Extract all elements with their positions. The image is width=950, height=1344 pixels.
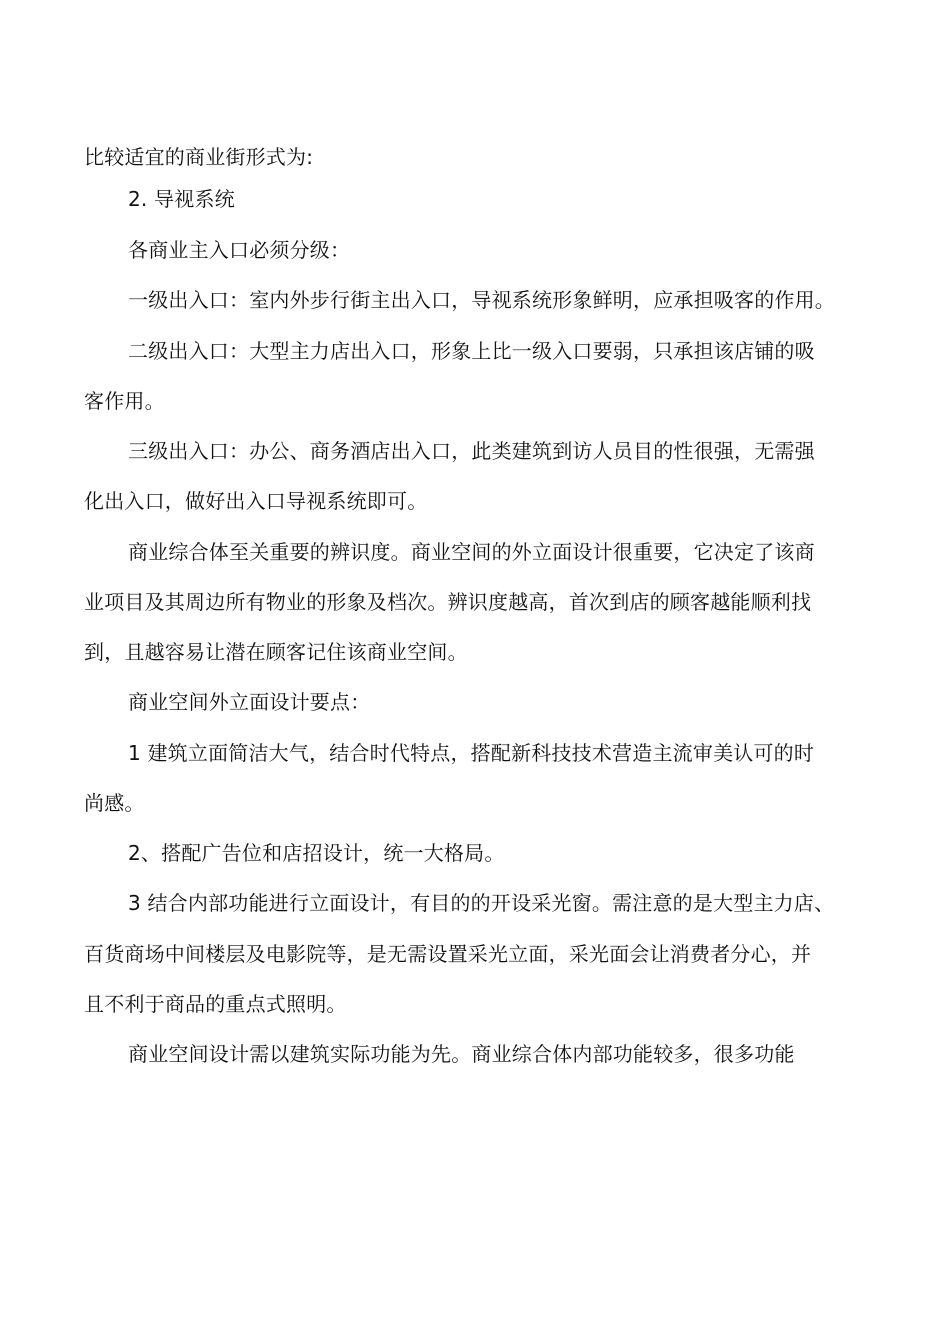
paragraph-line: 3 结合内部功能进行立面设计，有目的的开设采光窗。需注意的是大型主力店、 xyxy=(128,891,835,915)
paragraph-line: 三级出入口：办公、商务酒店出入口，此类建筑到访人员目的性很强，无需强 xyxy=(128,439,815,463)
paragraph-line: 商业综合体至关重要的辨识度。商业空间的外立面设计很重要，它决定了该商 xyxy=(128,540,815,564)
paragraph-line: 1 建筑立面简洁大气，结合时代特点，搭配新科技技术营造主流审美认可的时 xyxy=(128,741,815,765)
paragraph-line: 比较适宜的商业街形式为: xyxy=(84,145,314,169)
paragraph-line: 且不利于商品的重点式照明。 xyxy=(84,992,347,1016)
paragraph-line: 尚感。 xyxy=(84,791,145,815)
section-heading: 2. 导视系统 xyxy=(128,187,235,211)
paragraph-line: 商业空间设计需以建筑实际功能为先。商业综合体内部功能较多，很多功能 xyxy=(128,1042,795,1066)
paragraph-line: 各商业主入口必须分级： xyxy=(128,238,351,262)
paragraph-line: 到，且越容易让潜在顾客记住该商业空间。 xyxy=(84,640,468,664)
paragraph-line: 一级出入口：室内外步行街主出入口，导视系统形象鲜明，应承担吸客的作用。 xyxy=(128,288,835,312)
paragraph-line: 百货商场中间楼层及电影院等，是无需设置采光立面，采光面会让消费者分心，并 xyxy=(84,942,812,966)
paragraph-line: 2、搭配广告位和店招设计，统一大格局。 xyxy=(128,841,505,865)
paragraph-line: 客作用。 xyxy=(84,389,165,413)
paragraph-line: 业项目及其周边所有物业的形象及档次。辨识度越高，首次到店的顾客越能顺利找 xyxy=(84,590,812,614)
paragraph-line: 化出入口，做好出入口导视系统即可。 xyxy=(84,489,428,513)
paragraph-line: 商业空间外立面设计要点： xyxy=(128,690,371,714)
paragraph-line: 二级出入口：大型主力店出入口，形象上比一级入口要弱，只承担该店铺的吸 xyxy=(128,339,815,363)
